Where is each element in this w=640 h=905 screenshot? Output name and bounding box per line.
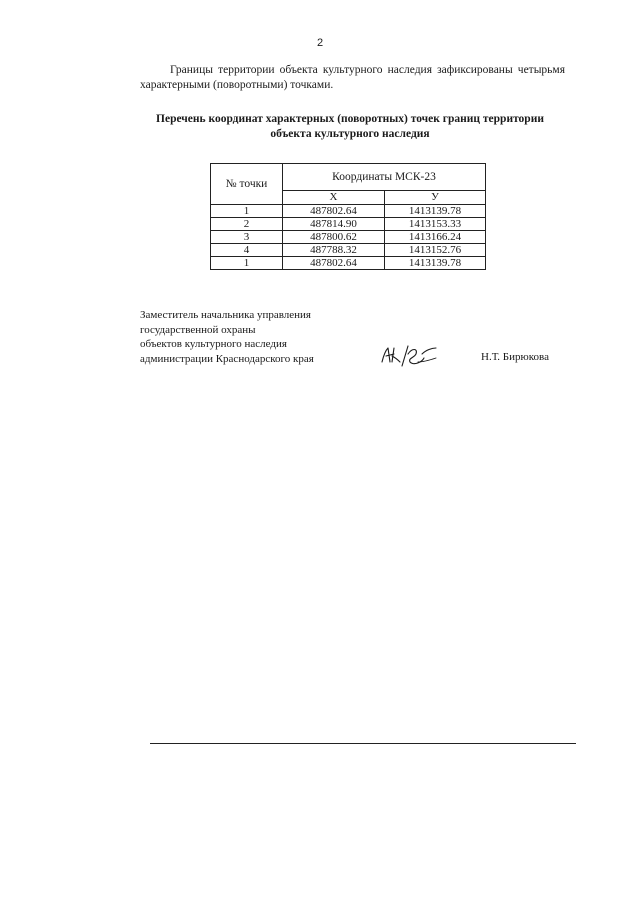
- table-row: [211, 218, 486, 231]
- cell-point: 3: [211, 231, 283, 244]
- list-title: [120, 112, 580, 142]
- header-point-number: № точки: [211, 164, 283, 205]
- list-title-line-1: Перечень координат характерных (поворотных) точек границ территории: [156, 113, 544, 125]
- cell-x: 487802.64: [283, 257, 385, 270]
- table-row: [211, 205, 486, 218]
- list-title-line-2: объекта культурного наследия: [270, 128, 430, 140]
- header-y: У: [385, 191, 486, 205]
- cell-y: 1413166.24: [385, 231, 486, 244]
- footer-divider-accent: [200, 743, 410, 744]
- signer-position: [140, 308, 314, 366]
- table-row: [211, 231, 486, 244]
- cell-y: 1413152.76: [385, 244, 486, 257]
- cell-point: 4: [211, 244, 283, 257]
- intro-paragraph: Границы территории объекта культурного наследия зафиксированы четырьмя характерными (поворотными) точками.: [140, 64, 565, 91]
- signer-position-line: Заместитель начальника управления: [140, 309, 311, 321]
- header-coordinates: Координаты МСК-23: [283, 164, 486, 191]
- page-number: 2: [316, 37, 324, 49]
- cell-x: 487802.64: [283, 205, 385, 218]
- signer-name: Н.Т. Бирюкова: [481, 351, 549, 363]
- signer-position-line: администрации Краснодарского края: [140, 352, 314, 365]
- cell-x: 487788.32: [283, 244, 385, 257]
- signer-position-line: объектов культурного наследия: [140, 338, 287, 350]
- cell-point: 1: [211, 257, 283, 270]
- table-row: [211, 244, 486, 257]
- cell-x: 487814.90: [283, 218, 385, 231]
- cell-point: 2: [211, 218, 283, 231]
- table-row: [211, 257, 486, 270]
- signer-position-line: государственной охраны: [140, 323, 256, 336]
- handwritten-signature: [378, 340, 440, 370]
- header-x: X: [283, 191, 385, 205]
- cell-y: 1413139.78: [385, 257, 486, 270]
- cell-point: 1: [211, 205, 283, 218]
- cell-x: 487800.62: [283, 231, 385, 244]
- cell-y: 1413153.33: [385, 218, 486, 231]
- cell-y: 1413139.78: [385, 205, 486, 218]
- coordinates-table: [210, 163, 486, 270]
